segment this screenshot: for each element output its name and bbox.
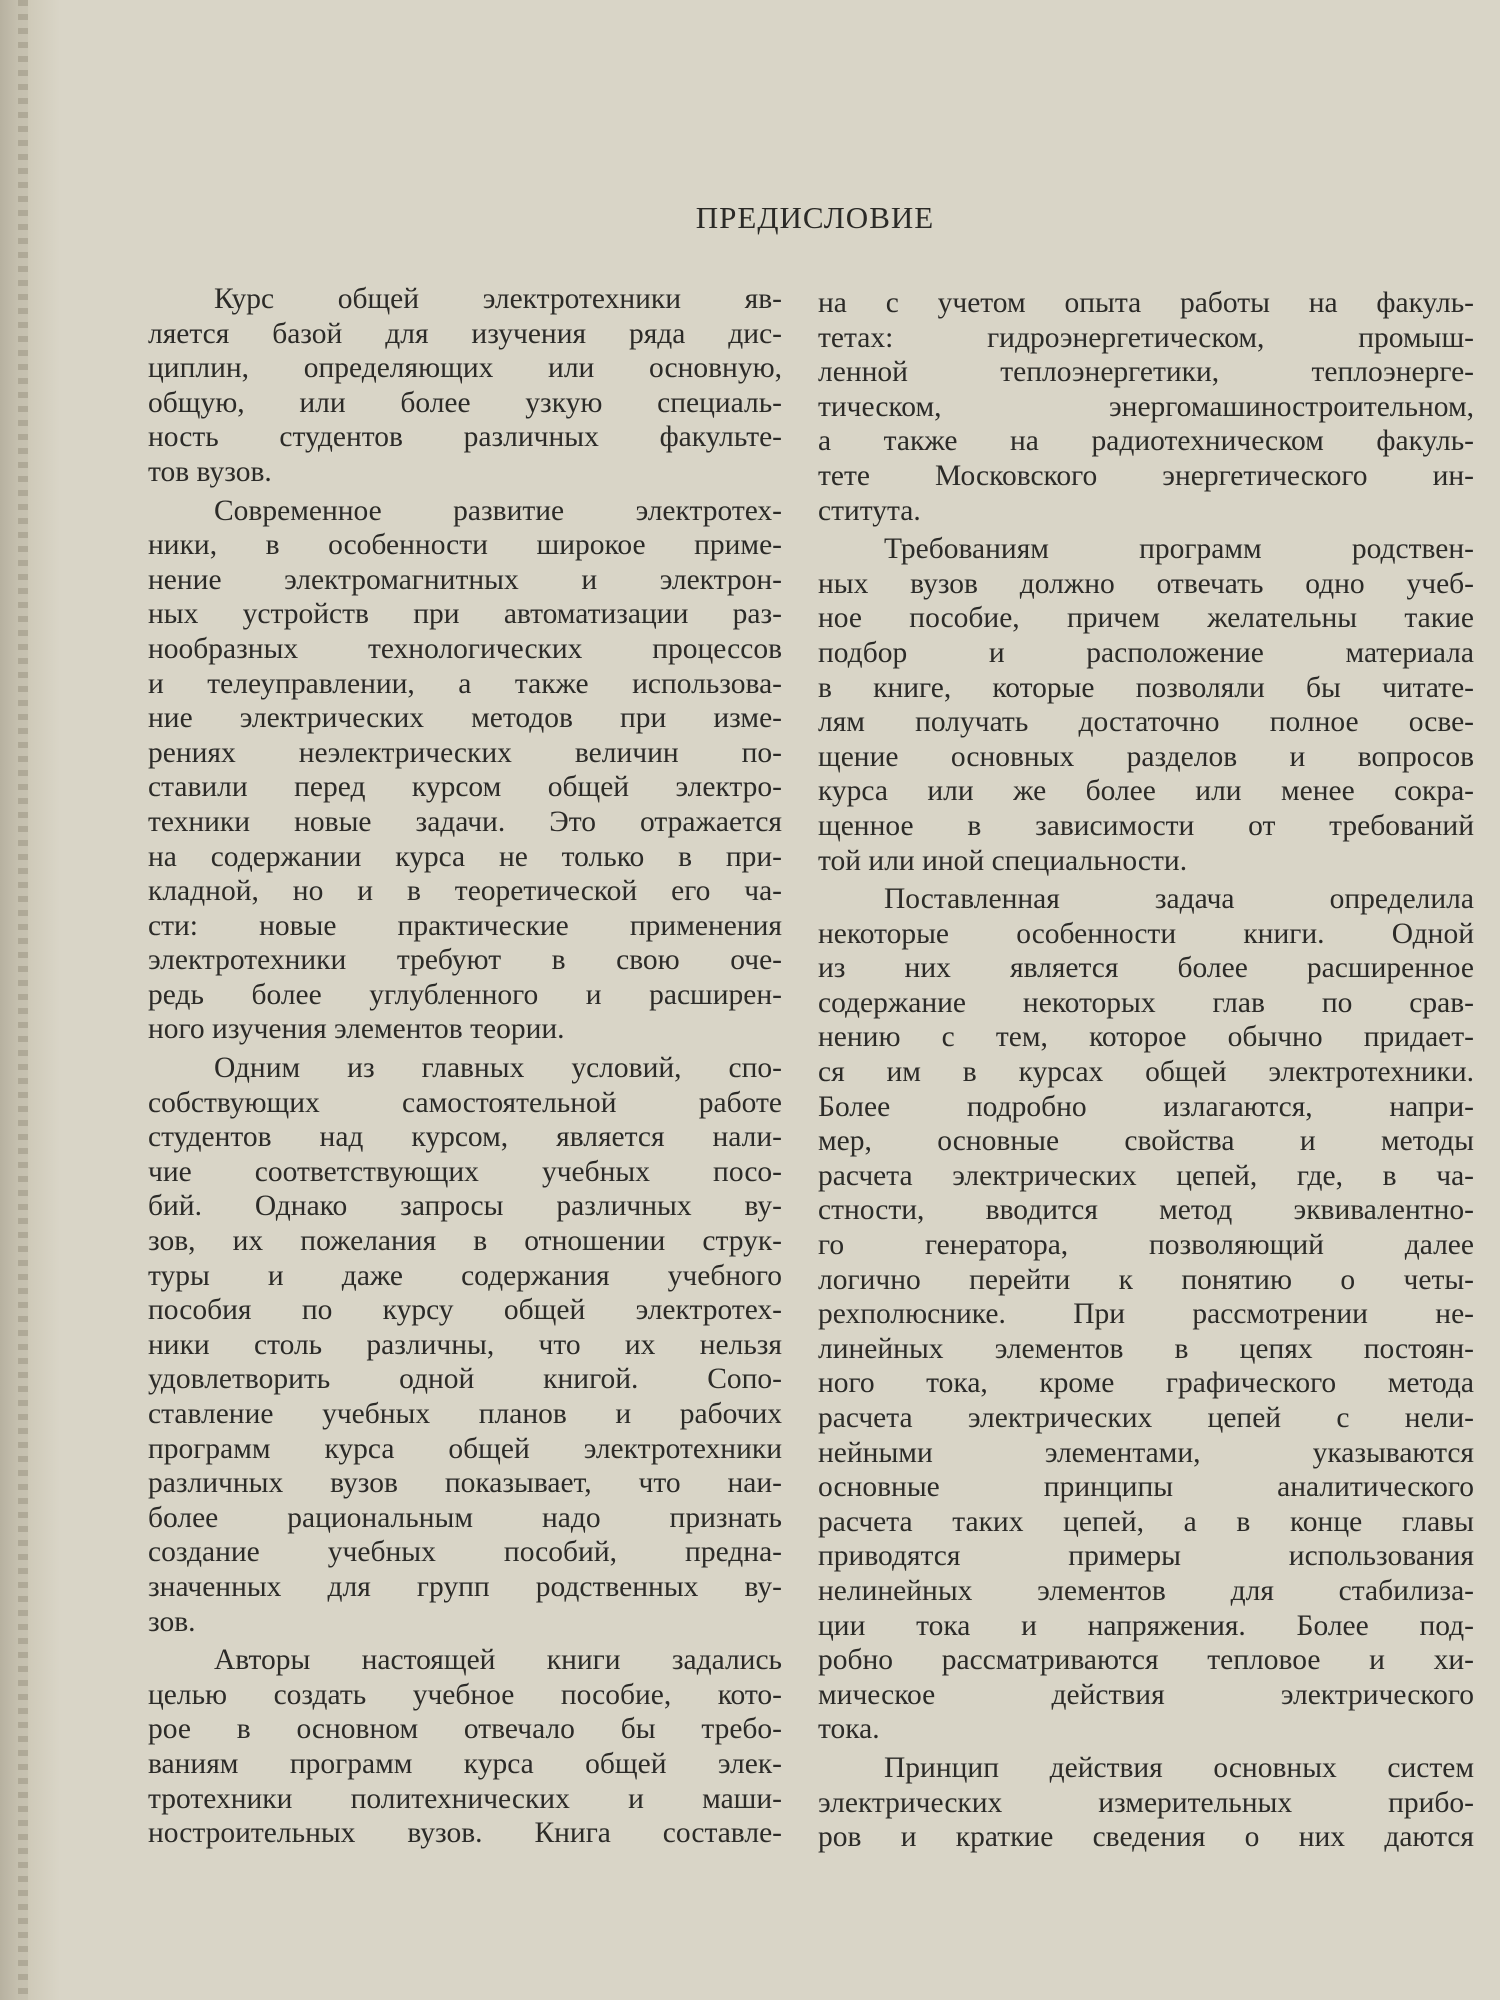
text-line: ние электрических методов при изме- (148, 702, 782, 735)
text-line: некоторые особенности книги. Одной (818, 917, 1474, 950)
text-line: Поставленная задача определила (884, 883, 1474, 916)
text-line: тетах: гидроэнергетическом, промыш- (818, 321, 1474, 354)
text-line: сти: новые практические применения (148, 909, 782, 942)
text-line: той или иной специальности. (818, 844, 1188, 877)
text-line: техники новые задачи. Это отражается (148, 805, 782, 838)
text-line: зов, их пожелания в отношении струк- (148, 1225, 782, 1258)
text-line: электрических измерительных прибо- (818, 1786, 1474, 1819)
left-text-column (148, 282, 782, 1851)
text-line: рехполюснике. При рассмотрении не- (818, 1298, 1474, 1331)
text-line: ных устройств при автоматизации раз- (148, 598, 782, 631)
text-line: стности, вводится метод эквивалентно- (818, 1194, 1474, 1227)
text-line: ность студентов различных факульте- (148, 421, 782, 454)
text-line: студентов над курсом, является нали- (148, 1121, 782, 1154)
text-line: бий. Однако запросы различных ву- (148, 1190, 782, 1223)
text-line: пособия по курсу общей электротех- (148, 1294, 782, 1327)
text-line: в книге, которые позволяли бы читате- (818, 671, 1474, 704)
text-line: ное пособие, причем желательны такие (818, 602, 1474, 635)
text-line: ленной теплоэнергетики, теплоэнерге- (818, 356, 1474, 389)
text-line: содержание некоторых глав по срав- (818, 986, 1474, 1019)
text-line: ститута. (818, 494, 921, 527)
text-line: циплин, определяющих или основную, (148, 352, 782, 385)
text-line: Курс общей электротехники яв- (214, 283, 782, 315)
text-line: туры и даже содержания учебного (148, 1259, 782, 1292)
right-text-column (818, 286, 1474, 1855)
text-line: ставили перед курсом общей электро- (148, 771, 782, 804)
text-line: тока. (818, 1713, 880, 1746)
text-line: редь более углубленного и расширен- (148, 978, 782, 1011)
text-line: зов. (148, 1605, 196, 1638)
text-line: лям получать достаточно полное осве- (818, 706, 1474, 739)
text-line: щенное в зависимости от требований (818, 809, 1474, 842)
text-line: кладной, но и в теоретической его ча- (148, 875, 782, 908)
text-line: ных вузов должно отвечать одно учеб- (818, 567, 1474, 600)
text-line: ся им в курсах общей электротехники. (818, 1056, 1474, 1089)
text-line: на содержании курса не только в при- (148, 840, 782, 873)
text-line: Современное развитие электротех- (214, 494, 782, 527)
text-line: тическом, энергомашиностроительном, (818, 390, 1474, 423)
text-line: мическое действия электрического (818, 1678, 1474, 1711)
text-line: удовлетворить одной книгой. Сопо- (148, 1363, 782, 1396)
text-line: Требованиям программ родствен- (884, 533, 1474, 566)
text-line: ров и краткие сведения о них даются (818, 1821, 1474, 1854)
text-line: нение электромагнитных и электрон- (148, 563, 782, 596)
text-line: тротехники политехнических и маши- (148, 1782, 782, 1815)
text-line: Более подробно излагаются, напри- (818, 1090, 1474, 1123)
text-line: расчета таких цепей, а в конце главы (818, 1505, 1474, 1538)
text-line: ставление учебных планов и рабочих (148, 1398, 782, 1430)
text-line: электротехники требуют в свою оче- (148, 944, 782, 977)
text-line: приводятся примеры использования (818, 1540, 1474, 1573)
text-line: чие соответствующих учебных посо- (148, 1155, 782, 1188)
text-line: щение основных разделов и вопросов (818, 740, 1474, 773)
text-line: более рациональным надо признать (148, 1501, 782, 1534)
text-line: нейными элементами, указываются (818, 1436, 1474, 1469)
text-line: го генератора, позволяющий далее (818, 1229, 1474, 1262)
text-line: линейных элементов в цепях постоян- (818, 1332, 1474, 1365)
text-line: расчета электрических цепей с нели- (818, 1402, 1474, 1434)
text-line: курса или же более или менее сокра- (818, 775, 1474, 808)
text-line: значенных для групп родственных ву- (148, 1570, 782, 1603)
binding-edge (18, 0, 28, 2000)
text-line: ного изучения элементов теории. (148, 1013, 565, 1046)
text-line: из них является более расширенное (818, 952, 1474, 985)
text-line: ного тока, кроме графического метода (818, 1367, 1474, 1400)
text-line: рениях неэлектрических величин по- (148, 736, 782, 769)
text-line: логично перейти к понятию о четы- (818, 1263, 1474, 1296)
page-binding (0, 0, 60, 2000)
page-title: ПРЕДИСЛОВИЕ (695, 200, 935, 235)
text-line: на с учетом опыта работы на факуль- (818, 287, 1474, 319)
text-line: Принцип действия основных систем (884, 1751, 1474, 1784)
text-line: общую, или более узкую специаль- (148, 386, 782, 419)
text-line: мер, основные свойства и методы (818, 1125, 1474, 1158)
text-line: и телеуправлении, а также использова- (148, 667, 782, 700)
text-line: ностроительных вузов. Книга составле- (148, 1817, 782, 1850)
text-line: программ курса общей электротехники (148, 1432, 782, 1465)
text-line: ники, в особенности широкое приме- (148, 529, 782, 562)
text-line: расчета электрических цепей, где, в ча- (818, 1159, 1474, 1192)
text-line: целью создать учебное пособие, кото- (148, 1678, 782, 1711)
text-line: различных вузов показывает, что наи- (148, 1467, 782, 1500)
text-line: создание учебных пособий, предна- (148, 1536, 782, 1569)
text-line: Одним из главных условий, спо- (214, 1052, 782, 1085)
text-line: собствующих самостоятельной работе (148, 1086, 782, 1119)
text-line: ники столь различны, что их нельзя (148, 1328, 782, 1361)
text-line: ции тока и напряжения. Более под- (818, 1609, 1474, 1642)
text-line: тов вузов. (148, 455, 272, 488)
text-line: подбор и расположение материала (818, 636, 1474, 669)
text-line: нообразных технологических процессов (148, 632, 782, 665)
text-line: тете Московского энергетического ин- (818, 459, 1474, 492)
text-line: рое в основном отвечало бы требо- (148, 1713, 782, 1746)
text-line: а также на радиотехническом факуль- (818, 425, 1474, 458)
text-line: нелинейных элементов для стабилиза- (818, 1574, 1474, 1607)
text-line: робно рассматриваются тепловое и хи- (818, 1644, 1474, 1677)
text-line: Авторы настоящей книги задались (214, 1644, 782, 1677)
text-line: ваниям программ курса общей элек- (148, 1747, 782, 1780)
text-line: основные принципы аналитического (818, 1471, 1474, 1504)
text-line: нению с тем, которое обычно придает- (818, 1021, 1474, 1054)
text-line: ляется базой для изучения ряда дис- (148, 317, 782, 350)
